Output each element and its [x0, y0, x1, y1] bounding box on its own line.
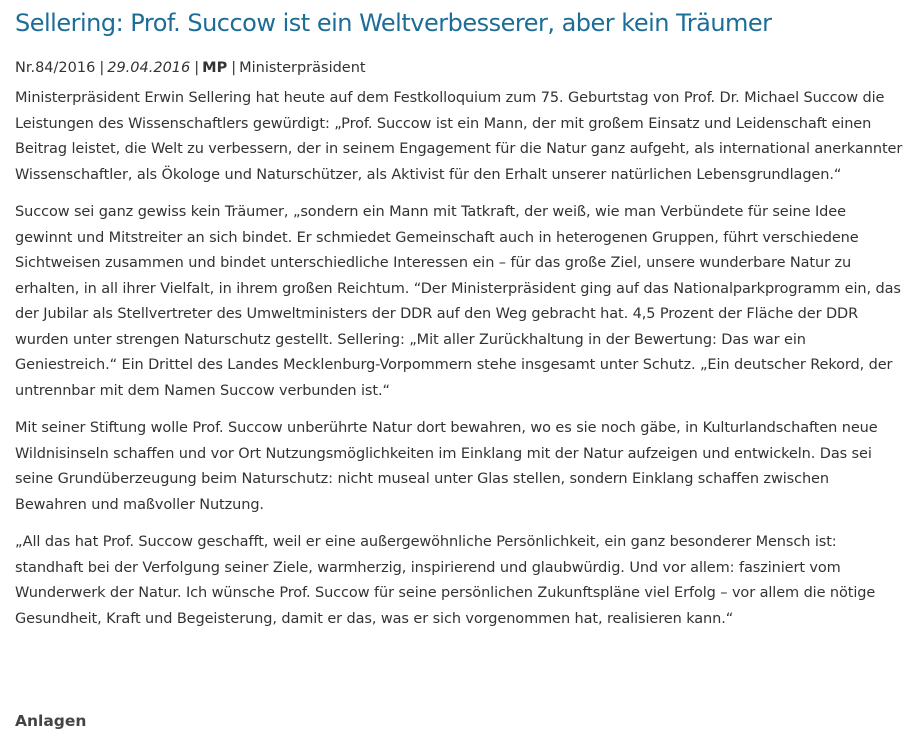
article-body — [15, 86, 905, 644]
meta-separator: | — [231, 60, 237, 76]
body-paragraph: Ministerpräsident Erwin Sellering hat heute auf dem Festkolloquium zum 75. Geburtstag von Prof. Dr. Michael Succow die Leistungen des Wissenschaftlers gewürdigt: „Prof. Succow ist ein Mann, der mit großem Einsatz und Leidenschaft einen Beitrag leistet, die Welt zu verbessern, der in seinem Engagement für die Natur ganz aufgeht, als international anerkannter Wissenschaftler, als Ökologe und Naturschützer, als Aktivist für den Erhalt unserer natürlichen Lebensgrundlagen.“ — [15, 90, 903, 183]
release-category: Ministerpräsident — [239, 60, 366, 76]
meta-separator: | — [99, 60, 105, 76]
body-paragraph: Succow sei ganz gewiss kein Träumer, „sondern ein Mann mit Tatkraft, der weiß, wie man Verbündete für seine Idee gewinnt und Mitstreiter an sich bindet. Er schmiedet Gemeinschaft auch in heterogenen Gruppen, führt verschiedene Sichtweisen zusammen und bindet unterschiedliche Interessen ein – für das große Ziel, unsere wunderbare Natur zu erhalten, in all ihrer Vielfalt, in ihrem großen Reichtum. “Der Ministerpräsident ging auf das Nationalparkprogramm ein, das der Jubilar als Stellvertreter des Umweltministers der DDR auf den Weg gebracht hat. 4,5 Prozent der Fläche der DDR wurden unter strengen Naturschutz gestellt. Sellering: „Mit aller Zurückhaltung in der Bewertung: Das war ein Geniestreich.“ Ein Drittel des Landes Mecklenburg-Vorpommern stehe insgesamt unter Schutz. „Ein deutscher Rekord, der untrennbar mit dem Namen Succow verbunden ist.“ — [15, 204, 901, 399]
release-number: Nr.84/2016 — [15, 60, 96, 76]
article-meta — [15, 58, 366, 78]
release-author: MP — [202, 60, 228, 76]
body-paragraph: Mit seiner Stiftung wolle Prof. Succow unberührte Natur dort bewahren, wo es sie noch gäbe, in Kulturlandschaften neue Wildnisinseln schaffen und vor Ort Nutzungsmöglichkeiten im Einklang mit der Natur aufzeigen und entwickeln. Das sei seine Grundüberzeugung beim Naturschutz: nicht museal unter Glas stellen, sondern Einklang schaffen zwischen Bewahren und maßvoller Nutzung. — [15, 420, 878, 513]
article-title: Sellering: Prof. Succow ist ein Weltverbesserer, aber kein Träumer — [15, 9, 772, 37]
release-date: 29.04.2016 — [107, 60, 191, 76]
attachments-heading: Anlagen — [15, 712, 87, 730]
meta-separator: | — [194, 60, 200, 76]
body-paragraph: „All das hat Prof. Succow geschafft, weil er eine außergewöhnliche Persönlichkeit, ein ganz besonderer Mensch ist: standhaft bei der Verfolgung seiner Ziele, warmherzig, inspirierend und glaubwürdig. Und vor allem: fasziniert vom Wunderwerk der Natur. Ich wünsche Prof. Succow für seine persönlichen Zukunftspläne viel Erfolg – vor allem die nötige Gesundheit, Kraft und Begeisterung, damit er das, was er sich vorgenommen hat, realisieren kann.“ — [15, 534, 876, 627]
